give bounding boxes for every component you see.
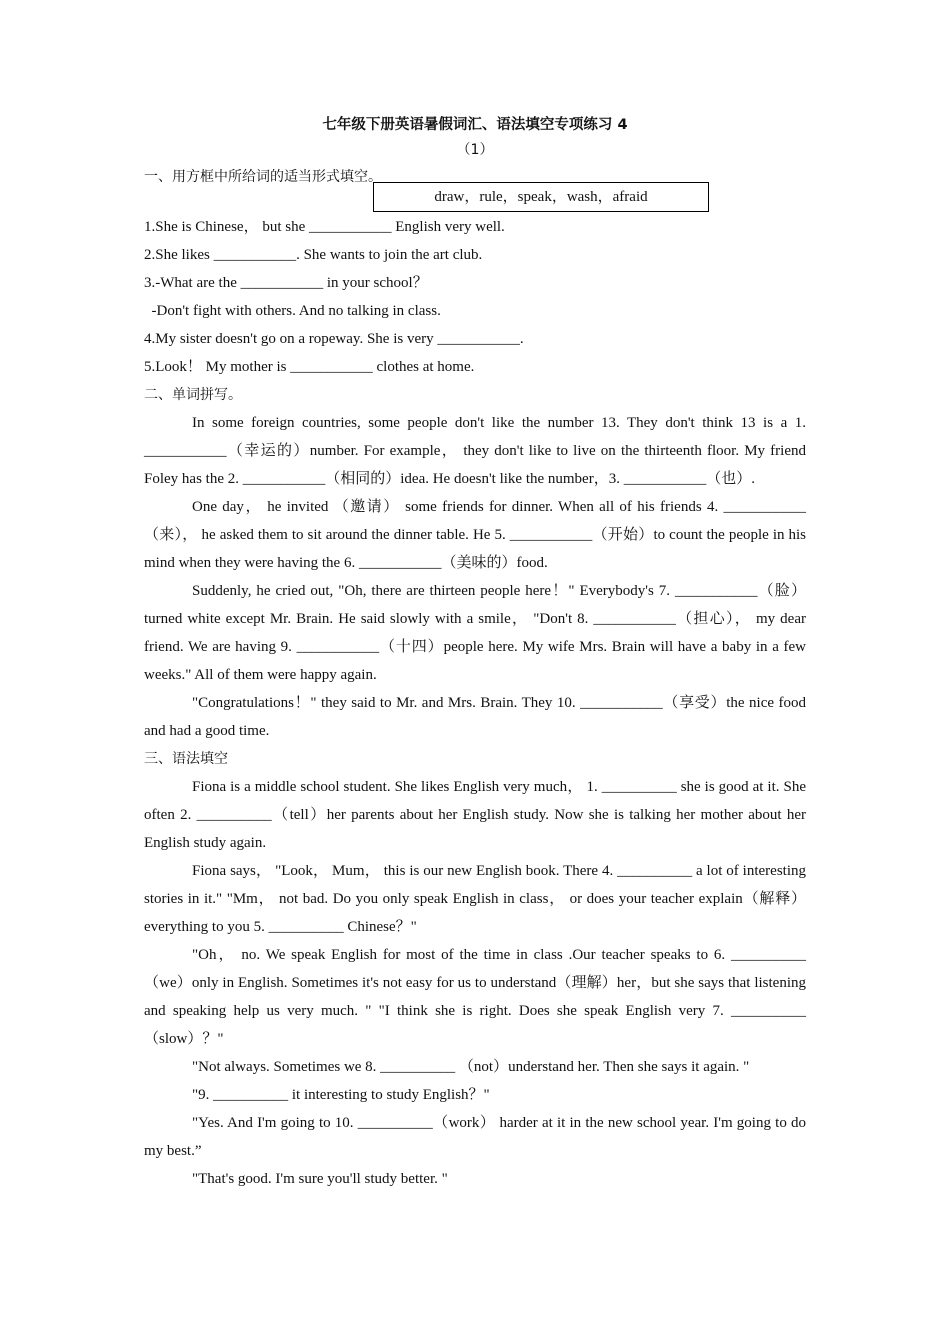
section3-paragraph: "9. __________ it interesting to study English？"	[192, 1087, 490, 1103]
section1-item: 5.Look！ My mother is ___________ clothes at home.	[144, 359, 475, 375]
worksheet-page	[144, 113, 806, 1193]
section1-item: 2.She likes ___________. She wants to join the art club.	[144, 247, 483, 263]
section3-paragraph: "Yes. And I'm going to 10. __________（work） harder at it in the new school year. I'm going to do my best.”	[144, 1115, 806, 1159]
section3-paragraph: "Oh， no. We speak English for most of the time in class .Our teacher speaks to 6. __________（we）only in English. Sometimes it's not easy for us to understand（理解）her，but she says that listening and speaking help us very much. " "I think she is right. Does she speak English very 7. __________（slow）？"	[144, 947, 806, 1047]
section1-item: 1.She is Chinese， but she ___________ English very well.	[144, 219, 505, 235]
section2-paragraph: Suddenly, he cried out, "Oh, there are thirteen people here！" Everybody's 7. ___________（脸）turned white except Mr. Brain. He said slowly with a smile， "Don't 8. ___________（担心）， my dear friend. We are having 9. ___________（十四）people here. My wife Mrs. Brain will have a baby in a few weeks." All of them were happy again.	[144, 583, 806, 683]
section2-paragraph: One day， he invited （邀请） some friends for dinner. When all of his friends 4. ___________（来）， he asked them to sit around the dinner table. He 5. ___________（开始）to count the people in his mind when they were having the 6. ___________（美味的）food.	[144, 499, 806, 571]
section3-paragraph: Fiona is a middle school student. She likes English very much， 1. __________ she is good at it. She often 2. __________（tell）her parents about her English study. Now she is talking her mother about her English study again.	[144, 779, 806, 851]
section3-paragraph: "That's good. I'm sure you'll study better. "	[192, 1171, 448, 1187]
word-box: draw，rule，speak，wash，afraid	[373, 182, 709, 212]
section1-item: 3.-What are the ___________ in your school？	[144, 275, 428, 291]
section1-item: -Don't fight with others. And no talking in class.	[144, 303, 441, 319]
section3-paragraph: Fiona says， "Look， Mum， this is our new English book. There 4. __________ a lot of interesting stories in it." "Mm， not bad. Do you only speak English in class， or does your teacher explain（解释）everything to you 5. __________ Chinese？"	[144, 863, 806, 935]
section1-heading: 一、用方框中所给词的适当形式填空。	[144, 169, 382, 185]
section2-paragraph: "Congratulations！" they said to Mr. and Mrs. Brain. They 10. ___________（享受）the nice food and had a good time.	[144, 695, 806, 739]
section1-item: 4.My sister doesn't go on a ropeway. She is very ___________.	[144, 331, 524, 347]
section2-heading: 二、单词拼写。	[144, 387, 242, 403]
section3-paragraph: "Not always. Sometimes we 8. __________ （not）understand her. Then she says it again. "	[192, 1059, 750, 1075]
page-subtitle: （1）	[456, 142, 494, 158]
page-title: 七年级下册英语暑假词汇、语法填空专项练习 4	[322, 117, 628, 133]
section2-paragraph: In some foreign countries, some people don't like the number 13. They don't think 13 is a 1. ___________（幸运的）number. For example， they don't like to live on the thirteenth floor. My friend Foley has the 2. ___________（相同的）idea. He doesn't like the number，3. ___________（也）.	[144, 415, 806, 487]
section3-heading: 三、语法填空	[144, 751, 228, 767]
